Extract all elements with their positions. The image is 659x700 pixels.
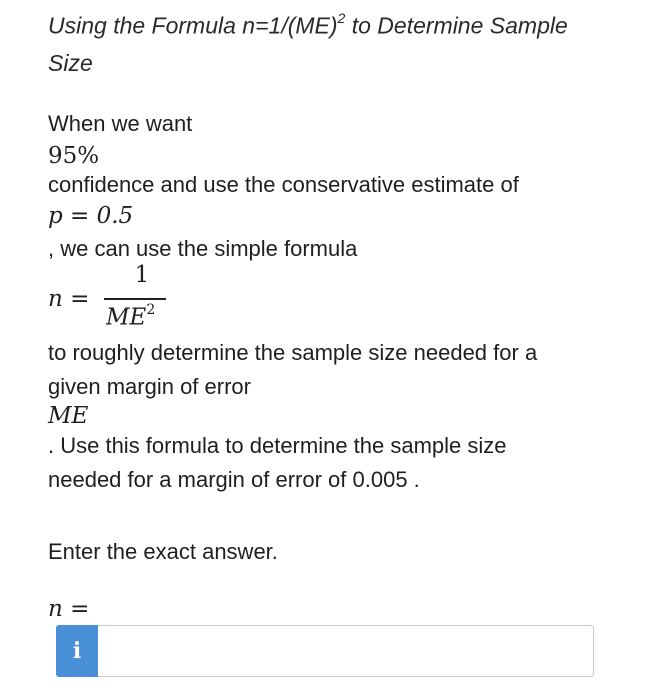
question-line1: When we want <box>48 111 193 136</box>
question-line5: , we can use the simple formula <box>48 236 358 261</box>
question-line3: confidence and use the conservative estimate of <box>48 172 519 197</box>
answer-input[interactable] <box>98 625 594 677</box>
title-prefix: Using the Formula n=1/(ME) <box>48 12 338 39</box>
answer-row <box>56 625 594 677</box>
formula-numerator: 1 <box>134 262 150 288</box>
p-estimate <box>48 201 133 231</box>
question-line10: . Use this formula to determine the sample size <box>48 433 507 458</box>
question-line8: given margin of error <box>48 374 251 399</box>
fraction-bar <box>104 298 166 300</box>
question-title <box>48 0 628 80</box>
instruction-text: Enter the exact answer. <box>48 539 278 564</box>
formula-denominator-base: ME <box>106 304 147 331</box>
formula-lhs: n = <box>48 286 90 312</box>
title-suffix: to Determine Sample <box>345 12 568 39</box>
sample-size-formula <box>48 262 248 342</box>
confidence-value: 95% <box>48 143 100 169</box>
question-line7: to roughly determine the sample size needed for a <box>48 340 538 365</box>
title-exponent: 2 <box>337 10 346 26</box>
answer-label: n = <box>48 596 90 622</box>
p-estimate-text: p = 0.5 <box>48 203 134 229</box>
question-line11: needed for a margin of error of 0.005 . <box>48 467 420 492</box>
info-icon[interactable]: i <box>56 625 98 677</box>
title-line2: Size <box>48 49 93 76</box>
me-symbol: ME <box>48 403 89 429</box>
formula-denominator-exponent: 2 <box>146 302 156 318</box>
formula-denominator <box>106 304 155 331</box>
